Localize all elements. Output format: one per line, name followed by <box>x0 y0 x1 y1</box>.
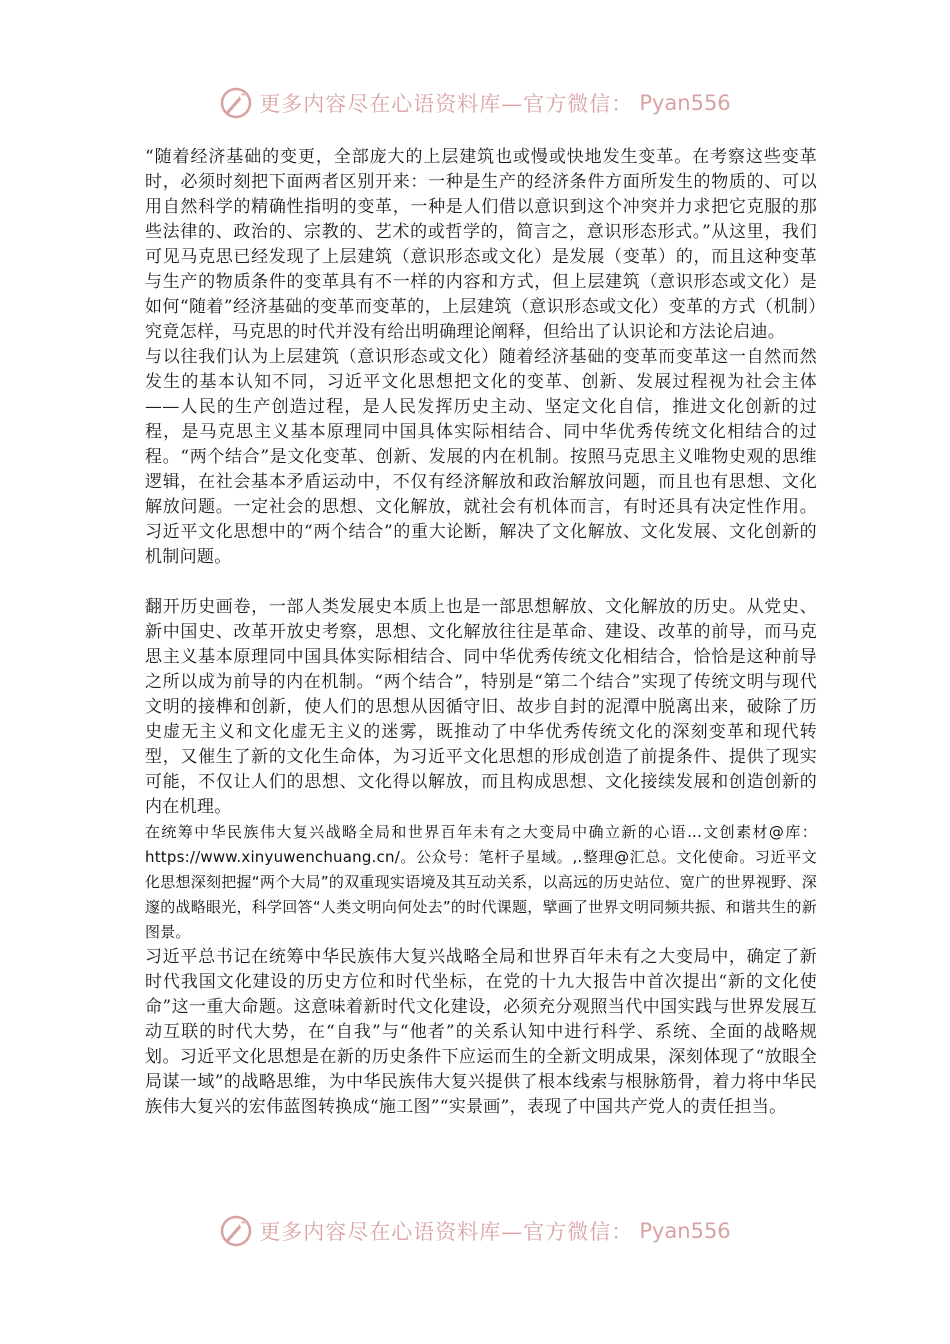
paragraph-history: 翻开历史画卷，一部人类发展史本质上也是一部思想解放、文化解放的历史。从党史、新中国史、改革开放史考察，思想、文化解放往往是革命、建设、改革的前导，而马克思主义基本原理同中国具体实际相结合、同中华优秀传统文化相结合，恰恰是这种前导之所以成为前导的内在机制。“两个结合”，特别是“第二个结合”实现了传统文明与现代文明的接榫和创新，使人们的思想从因循守旧、故步自封的泥潭中脱离出来，破除了历史虚无主义和文化虚无主义的迷雾，既推动了中华优秀传统文化的深刻变革和现代转型，又催生了新的文化生命体，为习近平文化思想的形成创造了前提条件、提供了现实可能，不仅让人们的思想、文化得以解放，而且构成思想、文化接续发展和创造创新的内在机理。 <box>145 597 817 817</box>
watermark-brand-text: 更多内容尽在心语资料库—官方微信： <box>259 92 634 116</box>
watermark-handle: Pyan556 <box>639 91 731 115</box>
footer-watermark <box>0 1214 950 1248</box>
brush-logo-icon <box>219 1214 253 1248</box>
paragraph-two-combinations: 与以往我们认为上层建筑（意识形态或文化）随着经济基础的变革而变革这一自然而然发生的基本认知不同，习近平文化思想把文化的变革、创新、发展过程视为社会主体——人民的生产创造过程，是人民发挥历史主动、坚定文化自信，推进文化创新的过程，是马克思主义基本原理同中国具体实际相结合、同中华优秀传统文化相结合的过程。“两个结合”是文化变革、创新、发展的内在机制。按照马克思主义唯物史观的思维逻辑，在社会基本矛盾运动中，不仅有经济解放和政治解放问题，而且也有思想、文化解放问题。一定社会的思想、文化解放，就社会有机体而言，有时还具有决定性作用。习近平文化思想中的“两个结合”的重大论断，解决了文化解放、文化发展、文化创新的机制问题。 <box>145 347 817 567</box>
watermark-brand-text: 更多内容尽在心语资料库—官方微信： <box>259 1220 634 1244</box>
document-body <box>145 145 817 1120</box>
brush-logo-icon <box>219 86 253 120</box>
paragraph-cultural-mission: 在统筹中华民族伟大复兴战略全局和世界百年未有之大变局中确立新的心语...文创素材@库：https://www.xinyuwenchuang.cn/。公众号：笔杆子星域。,.整理@汇总。文化使命。习近平文化思想深刻把握“两个大局”的双重现实语境及其互动关系，以高远的历史站位、宽广的世界视野、深邃的战略眼光，科学回答“人类文明向何处去”的时代课题，擘画了世界文明同频共振、和谐共生的新图景。 <box>145 823 817 941</box>
paragraph-marx-quote: “随着经济基础的变更，全部庞大的上层建筑也或慢或快地发生变革。在考察这些变革时，必须时刻把下面两者区别开来：一种是生产的经济条件方面所发生的物质的、可以用自然科学的精确性指明的变革，一种是人们借以意识到这个冲突并力求把它克服的那些法律的、政治的、宗教的、艺术的或哲学的，简言之，意识形态形式。”从这里，我们可见马克思已经发现了上层建筑（意识形态或文化）是发展（变革）的，而且这种变革与生产的物质条件的变革具有不一样的内容和方式，但上层建筑（意识形态或文化）是如何“随着”经济基础的变革而变革的，上层建筑（意识形态或文化）变革的方式（机制）究竟怎样，马克思的时代并没有给出明确理论阐释，但给出了认识论和方法论启迪。 <box>145 147 817 342</box>
watermark-handle: Pyan556 <box>639 1219 731 1243</box>
header-watermark <box>0 86 950 120</box>
paragraph-strategic-planning: 习近平总书记在统筹中华民族伟大复兴战略全局和世界百年未有之大变局中，确定了新时代我国文化建设的历史方位和时代坐标，在党的十九大报告中首次提出“新的文化使命”这一重大命题。这意味着新时代文化建设，必须充分观照当代中国实践与世界发展互动互联的时代大势，在“自我”与“他者”的关系认知中进行科学、系统、全面的战略规划。习近平文化思想是在新的历史条件下应运而生的全新文明成果，深刻体现了“放眼全局谋一域”的战略思维，为中华民族伟大复兴提供了根本线索与根脉筋骨，着力将中华民族伟大复兴的宏伟蓝图转换成“施工图”“实景画”，表现了中国共产党人的责任担当。 <box>145 947 817 1117</box>
